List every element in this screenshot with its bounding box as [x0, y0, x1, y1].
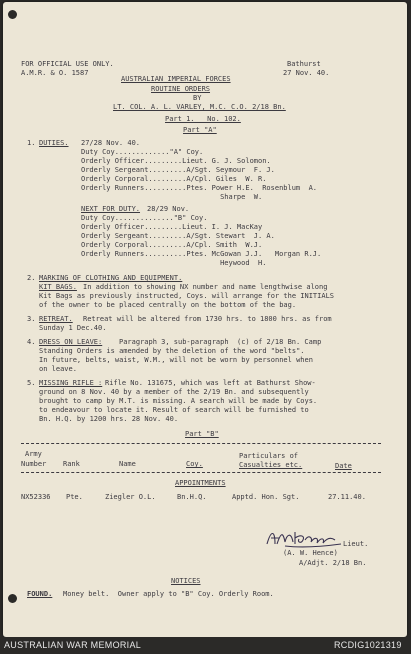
archive-footer [0, 637, 411, 654]
duty-row: Orderly Runners..........Ptes. Power H.E. Rosenblum A. [81, 184, 318, 192]
found-label: FOUND. [27, 590, 53, 598]
order-reference: A.M.R. & O. 1587 [21, 69, 89, 77]
notices-heading: NOTICES [171, 577, 201, 585]
cell-rank: Pte. [66, 493, 83, 501]
cell-date: 27.11.40. [328, 493, 366, 501]
next-duty-date: 28/29 Nov. [147, 205, 190, 213]
paragraph-line: ground on 8 Nov. 40 by a member of the 2/19 Bn. and subsequently [39, 388, 309, 396]
table-rule [21, 472, 381, 473]
table-rule [21, 443, 381, 444]
item-number: 4. [27, 338, 36, 346]
paragraph-line: In addition to showing NX number and name lengthwise along [83, 283, 328, 291]
paragraph-line: Retreat will be altered from 1730 hrs. to 1800 hrs. as from [83, 315, 332, 323]
cell-name: Ziegler O.L. [105, 493, 156, 501]
paragraph-line: Kit Bags as previously instructed, Coys. will arrange for the INITIALS [39, 292, 335, 300]
item-number: 3. [27, 315, 36, 323]
document-page [3, 2, 407, 637]
duty-row: Duty Coy.............."B" Coy. [81, 214, 208, 222]
paragraph-line: brought to camp by M.T. is missing. A search will be made by Coys. [39, 397, 318, 405]
signature-name: (A. W. Hence) [283, 549, 338, 557]
duty-row: Orderly Corporal.........A/Cpl. Smith W.J. [81, 241, 263, 249]
column-header-name: Name [119, 460, 136, 468]
column-header-army: Army [25, 450, 42, 458]
paragraph-line: In future, belts, waist, W.M., will not be worn by personnel when [39, 356, 313, 364]
record-id: RCDIG1021319 [334, 640, 402, 650]
marking-heading: MARKING OF CLOTHING AND EQUIPMENT. [39, 274, 183, 282]
duties-heading: DUTIES. [39, 139, 69, 147]
punch-hole [8, 10, 17, 19]
official-use-label: FOR OFFICIAL USE ONLY. [21, 60, 114, 68]
place: Bathurst [287, 60, 321, 68]
dress-heading: DRESS ON LEAVE: [39, 338, 103, 346]
missing-rifle-heading: MISSING RIFLE : [39, 379, 103, 387]
duty-row: Orderly Sergeant.........A/Sgt. Stewart J. A. [81, 232, 275, 240]
paragraph-line: Standing Orders is amended by the deletion of the word "belts". [39, 347, 305, 355]
kit-bags-label: KIT BAGS. [39, 283, 77, 291]
document-date: 27 Nov. 40. [283, 69, 330, 77]
part-a-heading: Part "A" [183, 126, 217, 134]
duty-row: Orderly Officer.........Lieut. G. J. Solomon. [81, 157, 271, 165]
signature-rank: Lieut. [343, 540, 369, 548]
duty-row: Orderly Corporal.........A/Cpl. Giles W. R. [81, 175, 267, 183]
column-header-date: Date [335, 462, 352, 470]
item-number: 2. [27, 274, 36, 282]
column-header-number: Number [21, 460, 47, 468]
duty-row: Orderly Runners..........Ptes. McGowan J.J. Morgan R.J. [81, 250, 322, 258]
signature-title: A/Adjt. 2/18 Bn. [299, 559, 367, 567]
appointments-heading: APPOINTMENTS [175, 479, 226, 487]
paragraph-line: Paragraph 3, sub-paragraph (c) of 2/18 Bn. Camp [119, 338, 322, 346]
column-header-particulars: Particulars of [239, 452, 299, 460]
force-title: AUSTRALIAN IMPERIAL FORCES [121, 75, 231, 83]
paragraph-line: on leave. [39, 365, 77, 373]
cell-particulars: Apptd. Hon. Sgt. [232, 493, 300, 501]
part-b-heading: Part "B" [185, 430, 219, 438]
duty-row: Sharpe W. [81, 193, 263, 201]
retreat-heading: RETREAT. [39, 315, 73, 323]
document-title: ROUTINE ORDERS [151, 85, 211, 93]
cell-coy: Bn.H.Q. [177, 493, 207, 501]
duty-row: Heywood H. [81, 259, 267, 267]
column-header-rank: Rank [63, 460, 80, 468]
by-label: BY [193, 94, 202, 102]
item-number: 1. [27, 139, 36, 147]
paragraph-line: to endeavour to locate it. Result of search will be furnished to [39, 406, 309, 414]
cell-number: NX52336 [21, 493, 51, 501]
duties-date: 27/28 Nov. 40. [81, 139, 141, 147]
paragraph-line: Rifle No. 131675, which was left at Bathurst Show- [105, 379, 316, 387]
duty-row: Orderly Officer.........Lieut. I. J. MacKay [81, 223, 263, 231]
column-header-coy: Coy. [186, 460, 203, 468]
next-duty-heading: NEXT FOR DUTY. [81, 205, 141, 213]
duty-row: Duty Coy............."A" Coy. [81, 148, 204, 156]
paragraph-line: Sunday 1 Dec.40. [39, 324, 107, 332]
archive-name: AUSTRALIAN WAR MEMORIAL [4, 640, 142, 650]
paragraph-line: Bn. H.Q. by 1200 hrs. 28 Nov. 40. [39, 415, 179, 423]
punch-hole [8, 594, 17, 603]
column-header-casualties: Casualties etc. [239, 461, 303, 469]
found-notice: Money belt. Owner apply to "B" Coy. Orderly Room. [63, 590, 274, 598]
duty-row: Orderly Sergeant.........A/Sgt. Seymour F. J. [81, 166, 275, 174]
part-number: Part 1. No. 102. [165, 115, 241, 123]
commanding-officer: LT. COL. A. L. VARLEY, M.C. C.O. 2/18 Bn. [113, 103, 286, 111]
item-number: 5. [27, 379, 36, 387]
paragraph-line: of the owner to be placed centrally on the bottom of the bag. [39, 301, 297, 309]
handwritten-signature [265, 526, 343, 550]
